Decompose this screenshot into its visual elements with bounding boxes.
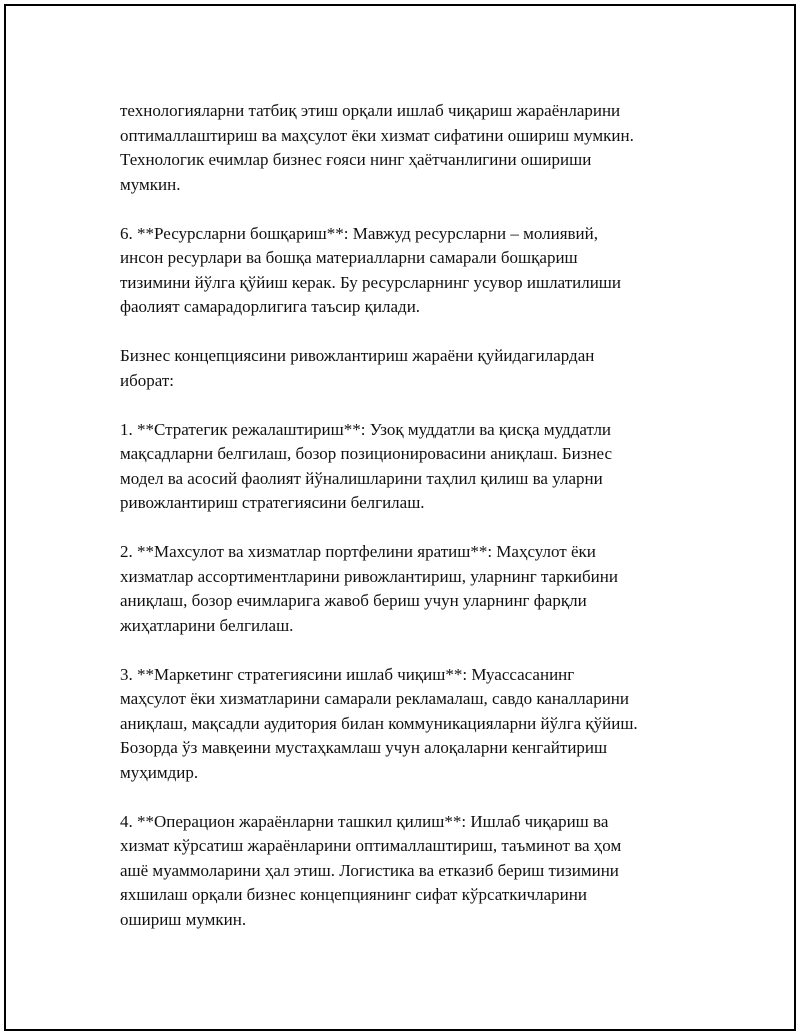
text-line: модел ва асосий фаолият йўналишларини таҳлил қилиш ва уларни xyxy=(120,468,603,488)
text-line: Технологик ечимлар бизнес ғояси нинг ҳаётчанлигини ошириши xyxy=(120,150,592,169)
text-line: муҳимдир. xyxy=(120,762,199,782)
text-line: мумкин. xyxy=(120,174,181,194)
text-line: мақсадларни белгилаш, бозор позиционировасини аниқлаш. Бизнес xyxy=(120,444,613,463)
paragraph xyxy=(120,99,700,197)
text-line: тизимини йўлга қўйиш керак. Бу ресурсларнинг усувор ишлатилиши xyxy=(120,272,621,292)
text-line: аниқлаш, мақсадли аудитория билан коммуникацияларни йўлга қўйиш. xyxy=(120,713,638,733)
text-line: инсон ресурлари ва бошқа материалларни самарали бошқариш xyxy=(120,248,578,267)
text-line: Бизнес концепциясини ривожлантириш жараёни қуйидагилардан xyxy=(120,346,595,365)
text-line: Бозорда ўз мавқеини мустаҳкамлаш учун алоқаларни кенгайтириш xyxy=(120,738,608,757)
text-line: 4. **Операцион жараёнларни ташкил қилиш**: Ишлаб чиқариш ва xyxy=(120,811,609,831)
document-body xyxy=(120,99,700,957)
text-line: жиҳатларини белгилаш. xyxy=(120,615,294,635)
text-line: иборат: xyxy=(120,370,175,390)
paragraph xyxy=(120,810,700,933)
paragraph xyxy=(120,344,700,393)
text-line: маҳсулот ёки хизматларини самарали рекламалаш, савдо каналларини xyxy=(120,689,629,708)
paragraph xyxy=(120,222,700,320)
text-line: технологияларни татбиқ этиш орқали ишлаб чиқариш жараёнларини xyxy=(120,101,621,120)
text-line: ашё муаммоларини ҳал этиш. Логистика ва етказиб бериш тизимини xyxy=(120,860,619,880)
page-frame xyxy=(4,4,796,1031)
text-line: 1. **Стратегик режалаштириш**: Узоқ муддатли ва қисқа муддатли xyxy=(120,419,612,439)
text-line: оптималлаштириш ва маҳсулот ёки хизмат сифатини ошириш мумкин. xyxy=(120,125,634,145)
paragraph xyxy=(120,418,700,516)
text-line: хизмат кўрсатиш жараёнларини оптималлаштириш, таъминот ва ҳом xyxy=(120,836,622,855)
text-line: фаолият самарадорлигига таъсир қилади. xyxy=(120,297,421,316)
text-line: яхшилаш орқали бизнес концепциянинг сифат кўрсаткичларини xyxy=(120,885,587,904)
text-line: ошириш мумкин. xyxy=(120,909,247,929)
text-line: 6. **Ресурсларни бошқариш**: Мавжуд ресурсларни – молиявий, xyxy=(120,223,598,243)
text-line: 3. **Маркетинг стратегиясини ишлаб чиқиш**: Муассасанинг xyxy=(120,664,575,684)
text-line: аниқлаш, бозор ечимларига жавоб бериш учун уларнинг фарқли xyxy=(120,591,587,610)
text-line: 2. **Махсулот ва хизматлар портфелини яратиш**: Маҳсулот ёки xyxy=(120,542,596,561)
paragraph xyxy=(120,663,700,786)
text-line: хизматлар ассортиментларини ривожлантириш, уларнинг таркибини xyxy=(120,566,618,586)
text-line: ривожлантириш стратегиясини белгилаш. xyxy=(120,493,425,512)
paragraph xyxy=(120,540,700,638)
